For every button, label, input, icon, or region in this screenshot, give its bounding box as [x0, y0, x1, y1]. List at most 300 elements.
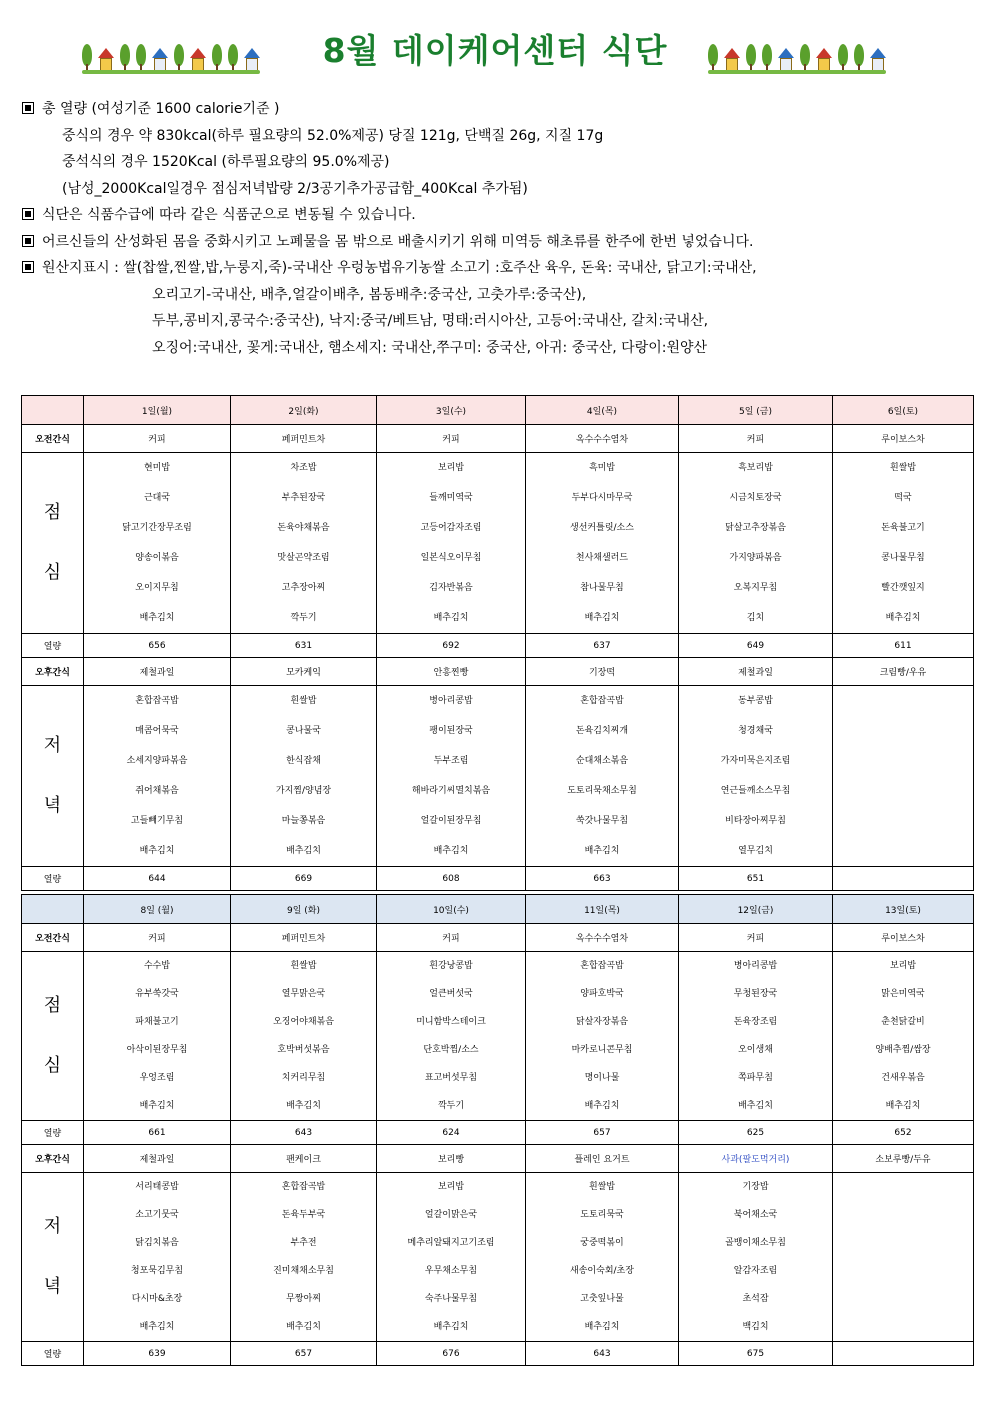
morning-snack-row	[22, 924, 974, 952]
calorie-value: 692	[377, 634, 526, 658]
note-text: 어르신들의 산성화된 몸을 중화시키고 노폐물을 몸 밖으로 배출시키기 위해 미역등 해초류를 한주에 한번 넣었습니다.	[42, 233, 754, 250]
day-header-row	[22, 895, 974, 924]
calorie-value: 649	[679, 634, 833, 658]
menu-item: 일본식오이무침	[420, 553, 482, 563]
menu-item: 순대채소볶음	[575, 756, 629, 766]
lunch-menu-cell	[526, 453, 679, 634]
menu-item: 도토리묵채소무침	[567, 786, 637, 796]
note-text: 총 열량 (여성기준 1600 calorie기준 )	[42, 101, 280, 117]
menu-item: 단호박찜/소스	[423, 1045, 479, 1055]
note-line	[22, 96, 972, 123]
tree-icon	[762, 44, 772, 72]
menu-item: 배추김치	[286, 1101, 321, 1111]
lunch-menu-cell	[833, 952, 974, 1121]
calorie-label: 열량	[22, 634, 84, 658]
menu-item	[833, 1173, 973, 1201]
afternoon-snack-cell: 기장떡	[526, 658, 679, 686]
menu-item: 고등어감자조림	[420, 523, 482, 533]
menu-item: 혼합잡곡밥	[281, 1182, 326, 1192]
house-icon	[778, 48, 794, 72]
menu-item: 배추김치	[433, 846, 469, 856]
calorie-value: 657	[526, 1121, 679, 1145]
lunch-calorie-row	[22, 1121, 974, 1145]
morning-snack-cell: 커피	[377, 924, 526, 952]
menu-item: 배추김치	[584, 1101, 620, 1111]
menu-item: 쥐어채볶음	[135, 786, 179, 796]
menu-item: 건새우볶음	[881, 1073, 925, 1083]
lunch-label-char: 심	[43, 562, 62, 583]
menu-item: 혼합잡곡밥	[580, 961, 624, 971]
afternoon-snack-label: 오후간식	[22, 658, 84, 686]
menu-item: 배추김치	[139, 846, 175, 856]
lunch-label-char: 점	[43, 995, 62, 1016]
menu-item: 수수밥	[143, 961, 171, 971]
lunch-label-char: 점	[43, 502, 62, 523]
menu-item: 메추리알돼지고기조림	[407, 1238, 495, 1248]
menu-item: 팽이된장국	[429, 726, 473, 736]
checkbox-bullet-icon	[22, 208, 34, 220]
calorie-value: 643	[231, 1121, 377, 1145]
calorie-value: 676	[377, 1342, 526, 1366]
lunch-label-char: 심	[43, 1055, 62, 1076]
calorie-value: 669	[231, 867, 377, 891]
menu-item: 배추김치	[885, 613, 921, 623]
menu-item: 알감자조림	[733, 1266, 778, 1276]
menu-item: 초석잠	[742, 1294, 769, 1304]
afternoon-snack-cell: 모카케익	[231, 658, 377, 686]
menu-table-week1	[21, 395, 974, 891]
menu-item: 참나물무침	[580, 583, 624, 593]
menu-item: 열무김치	[738, 846, 773, 856]
menu-item: 흑미밥	[588, 463, 616, 473]
calorie-value: 675	[679, 1342, 833, 1366]
menu-item: 생선커틀릿/소스	[570, 523, 634, 533]
house-icon	[152, 48, 168, 72]
menu-item: 배추김치	[139, 1322, 175, 1332]
menu-item: 치커리무침	[281, 1073, 326, 1083]
menu-item: 콩나물국	[286, 726, 321, 736]
tree-icon	[838, 44, 848, 72]
menu-item: 배추김치	[433, 1322, 469, 1332]
menu-item: 새송이숙회/초장	[570, 1266, 634, 1276]
menu-item: 궁중떡볶이	[580, 1238, 624, 1248]
info-notes	[22, 96, 972, 361]
house-icon	[816, 48, 832, 72]
menu-item: 양배추찜/쌈장	[875, 1045, 931, 1055]
calorie-value	[833, 867, 974, 891]
menu-item: 돈육불고기	[881, 523, 925, 533]
menu-item: 빨간깻잎지	[881, 583, 925, 593]
afternoon-snack-cell: 안흥찐빵	[377, 658, 526, 686]
menu-item: 배추김치	[885, 1101, 921, 1111]
lunch-menu-cell	[526, 952, 679, 1121]
menu-item: 무청된장국	[733, 989, 778, 999]
menu-item	[833, 746, 973, 776]
afternoon-snack-cell: 크림빵/우유	[833, 658, 974, 686]
menu-item: 닭살자장볶음	[575, 1017, 629, 1027]
day-header: 1일(월)	[84, 396, 231, 425]
checkbox-bullet-icon	[22, 102, 34, 114]
menu-item: 김자반볶음	[429, 583, 473, 593]
menu-item: 무짱아찌	[286, 1294, 321, 1304]
dinner-menu-cell	[231, 1173, 377, 1342]
menu-item: 김치	[746, 613, 765, 623]
calorie-label: 열량	[22, 1342, 84, 1366]
house-icon	[98, 48, 114, 72]
menu-item: 배추김치	[139, 613, 175, 623]
menu-item: 쪽파무침	[738, 1073, 773, 1083]
menu-item: 닭살고추장볶음	[725, 523, 786, 533]
note-line	[22, 255, 972, 282]
menu-item: 보리밥	[437, 1182, 465, 1192]
note-text: 원산지표시 : 쌀(찹쌀,찐쌀,밥,누룽지,죽)-국내산 우렁농법유기농쌀 소고기 :호주산 육우, 돈육: 국내산, 닭고기:국내산,	[42, 260, 757, 276]
note-text: 중식의 경우 약 830kcal(하루 필요량의 52.0%제공) 당질 121g, 단백질 26g, 지질 17g	[62, 127, 604, 144]
checkbox-bullet-icon	[22, 235, 34, 247]
menu-item: 혼합잡곡밥	[135, 696, 179, 706]
afternoon-snack-cell: 플레인 요거트	[526, 1145, 679, 1173]
house-icon	[724, 48, 740, 72]
tree-icon	[800, 44, 810, 72]
menu-item: 두부조림	[433, 756, 469, 766]
tree-icon	[854, 44, 864, 72]
dinner-row	[22, 1173, 974, 1342]
dinner-menu-cell	[833, 1173, 974, 1342]
checkbox-bullet-icon	[22, 261, 34, 273]
menu-item: 닭고기간장무조림	[122, 523, 192, 533]
menu-item: 청포묵김무침	[130, 1266, 184, 1276]
menu-item: 해바라기씨멸치볶음	[411, 786, 491, 796]
menu-item: 깍두기	[290, 613, 317, 623]
menu-item: 돈육두부국	[281, 1210, 326, 1220]
calorie-value: 608	[377, 867, 526, 891]
menu-item: 우무채소무침	[424, 1266, 478, 1276]
lunch-menu-cell	[84, 952, 231, 1121]
village-decoration-right	[708, 36, 886, 72]
morning-snack-cell: 커피	[679, 924, 833, 952]
note-text: 오리고기-국내산, 배추,얼갈이배추, 봄동배추:중국산, 고춧가루:중국산),	[152, 286, 587, 303]
tree-icon	[708, 44, 718, 72]
village-decoration-left	[82, 36, 260, 72]
afternoon-snack-cell: 제철과일	[84, 1145, 231, 1173]
afternoon-snack-cell: 소보루빵/두유	[833, 1145, 974, 1173]
page-title: 8월 데이케어센터 식단	[322, 31, 668, 70]
day-header: 13일(토)	[833, 895, 974, 924]
dinner-menu-cell	[526, 686, 679, 867]
calorie-value	[833, 1342, 974, 1366]
menu-item: 가지찜/양념장	[275, 786, 332, 796]
menu-item: 다시마&초장	[131, 1294, 183, 1304]
menu-item: 근대국	[143, 493, 171, 503]
morning-snack-cell: 옥수수수염차	[526, 425, 679, 453]
menu-item: 맑은미역국	[881, 989, 925, 999]
day-header: 9일 (화)	[231, 895, 377, 924]
calorie-label: 열량	[22, 867, 84, 891]
menu-item: 고들빼기무침	[130, 816, 184, 826]
note-line	[22, 308, 972, 335]
lunch-menu-cell	[679, 453, 833, 634]
menu-item: 소세지양파볶음	[126, 756, 188, 766]
day-header-row	[22, 396, 974, 425]
lunch-menu-cell	[84, 453, 231, 634]
calorie-value: 637	[526, 634, 679, 658]
afternoon-snack-cell: 팬케이크	[231, 1145, 377, 1173]
day-header: 8일 (월)	[84, 895, 231, 924]
menu-item: 차조밥	[290, 463, 317, 473]
afternoon-snack-cell: 제철과일	[679, 658, 833, 686]
day-header: 6일(토)	[833, 396, 974, 425]
day-header: 3일(수)	[377, 396, 526, 425]
house-icon	[244, 48, 260, 72]
morning-snack-cell: 커피	[679, 425, 833, 453]
menu-item: 흑보리밥	[738, 463, 773, 473]
afternoon-snack-cell: 보리빵	[377, 1145, 526, 1173]
note-line	[22, 176, 972, 203]
dinner-calorie-row	[22, 867, 974, 891]
menu-item: 동부콩밥	[738, 696, 773, 706]
menu-item: 명이나물	[584, 1073, 620, 1083]
afternoon-snack-cell: 사과(팔도먹거리)	[679, 1145, 833, 1173]
corner-cell	[22, 396, 84, 425]
day-header: 2일(화)	[231, 396, 377, 425]
menu-item: 흰쌀밥	[290, 696, 317, 706]
menu-item: 얼큰버섯국	[429, 989, 473, 999]
day-header: 4일(목)	[526, 396, 679, 425]
menu-item: 가자미묵은지조림	[720, 756, 791, 766]
dinner-menu-cell	[833, 686, 974, 867]
menu-item: 진미채채소무침	[273, 1266, 334, 1276]
dinner-menu-cell	[679, 1173, 833, 1342]
morning-snack-cell: 페퍼민트차	[231, 425, 377, 453]
dinner-label	[22, 686, 84, 867]
dinner-label	[22, 1173, 84, 1342]
lunch-menu-cell	[231, 453, 377, 634]
day-header: 12일(금)	[679, 895, 833, 924]
menu-item: 가지양파볶음	[729, 553, 782, 563]
menu-item: 부추된장국	[281, 493, 326, 503]
note-line	[22, 282, 972, 309]
menu-item: 배추김치	[584, 846, 620, 856]
menu-item: 배추김치	[584, 1322, 620, 1332]
menu-item: 쑥갓나물무침	[575, 816, 629, 826]
menu-item: 병아리콩밥	[429, 696, 473, 706]
menu-item: 얼갈이된장무침	[420, 816, 482, 826]
tree-icon	[228, 44, 238, 72]
dinner-label-char: 녁	[43, 1276, 62, 1297]
menu-item: 우엉조림	[139, 1073, 175, 1083]
menu-item: 백김치	[742, 1322, 769, 1332]
menu-item: 비타장아찌무침	[725, 816, 786, 826]
tree-icon	[174, 44, 184, 72]
morning-snack-cell: 커피	[377, 425, 526, 453]
calorie-value: 657	[231, 1342, 377, 1366]
menu-item: 미니함박스테이크	[416, 1017, 486, 1027]
menu-item: 아삭이된장무침	[126, 1045, 188, 1055]
tree-icon	[746, 44, 756, 72]
house-icon	[190, 48, 206, 72]
menu-item: 소고기뭇국	[135, 1210, 179, 1220]
calorie-value: 651	[679, 867, 833, 891]
menu-item: 마카로니콘무침	[571, 1045, 633, 1055]
morning-snack-cell: 옥수수수염차	[526, 924, 679, 952]
menu-item: 돈육김치찌개	[575, 726, 629, 736]
morning-snack-cell: 페퍼민트차	[231, 924, 377, 952]
menu-item: 보리밥	[889, 961, 917, 971]
calorie-value: 661	[84, 1121, 231, 1145]
menu-item	[833, 1201, 973, 1229]
menu-item: 오징어야채볶음	[273, 1017, 334, 1027]
note-line	[22, 202, 972, 229]
lunch-menu-cell	[377, 453, 526, 634]
morning-snack-cell: 루이보스차	[833, 924, 974, 952]
menu-item: 도토리묵국	[580, 1210, 624, 1220]
dinner-label-char: 저	[43, 1216, 62, 1237]
menu-item: 호박버섯볶음	[277, 1045, 330, 1055]
dinner-menu-cell	[231, 686, 377, 867]
dinner-calorie-row	[22, 1342, 974, 1366]
day-header: 11일(목)	[526, 895, 679, 924]
note-text: 두부,콩비지,콩국수:중국산), 낙지:중국/베트남, 명태:러시아산, 고등어:국내산, 갈치:국내산,	[152, 313, 709, 329]
menu-item: 오이지무침	[135, 583, 179, 593]
menu-item	[833, 836, 973, 866]
menu-item: 천사채샐러드	[575, 553, 629, 563]
menu-item	[833, 716, 973, 746]
calorie-value: 611	[833, 634, 974, 658]
lunch-menu-cell	[377, 952, 526, 1121]
dinner-menu-cell	[377, 1173, 526, 1342]
menu-item: 양파호박국	[580, 989, 624, 999]
calorie-value: 639	[84, 1342, 231, 1366]
calorie-value: 652	[833, 1121, 974, 1145]
house-icon	[870, 48, 886, 72]
dinner-menu-cell	[526, 1173, 679, 1342]
dinner-menu-cell	[679, 686, 833, 867]
menu-item: 춘천닭갈비	[881, 1017, 925, 1027]
tree-icon	[82, 44, 92, 72]
calorie-value: 624	[377, 1121, 526, 1145]
menu-table-week2	[21, 894, 974, 1366]
calorie-value: 625	[679, 1121, 833, 1145]
menu-item: 마늘쫑볶음	[281, 816, 326, 826]
note-line	[22, 149, 972, 176]
menu-item	[833, 1313, 973, 1341]
menu-item: 고추장아찌	[281, 583, 326, 593]
menu-item: 오복지무침	[733, 583, 778, 593]
menu-item: 열무맑은국	[281, 989, 326, 999]
menu-item	[833, 1229, 973, 1257]
calorie-value: 631	[231, 634, 377, 658]
menu-item: 골뱅이채소무침	[725, 1238, 786, 1248]
menu-item: 병아리콩밥	[733, 961, 778, 971]
menu-item: 떡국	[894, 493, 912, 503]
note-line	[22, 123, 972, 150]
morning-snack-cell: 커피	[84, 924, 231, 952]
menu-item	[833, 686, 973, 716]
dinner-label-char: 저	[43, 735, 62, 756]
lunch-label	[22, 952, 84, 1121]
menu-item	[833, 1285, 973, 1313]
menu-item: 흰쌀밥	[290, 961, 317, 971]
tree-icon	[212, 44, 222, 72]
menu-item	[833, 806, 973, 836]
corner-cell	[22, 895, 84, 924]
menu-item: 기장밥	[742, 1182, 769, 1192]
menu-item: 고춧잎나물	[580, 1294, 624, 1304]
menu-item: 시금치토장국	[729, 493, 782, 503]
menu-item: 콩나물무침	[881, 553, 925, 563]
lunch-calorie-row	[22, 634, 974, 658]
lunch-row	[22, 952, 974, 1121]
menu-item: 한식잡채	[286, 756, 321, 766]
menu-item: 매콤어묵국	[135, 726, 179, 736]
afternoon-snack-row	[22, 1145, 974, 1173]
menu-item: 흰쌀밥	[889, 463, 917, 473]
menu-item	[833, 1257, 973, 1285]
menu-item: 맛살곤약조림	[277, 553, 330, 563]
note-text: 식단은 식품수급에 따라 같은 식품군으로 변동될 수 있습니다.	[42, 207, 416, 223]
menu-item: 배추김치	[139, 1101, 175, 1111]
menu-item: 청경채국	[738, 726, 773, 736]
morning-snack-row	[22, 425, 974, 453]
note-line	[22, 229, 972, 256]
note-line	[22, 335, 972, 362]
lunch-menu-cell	[833, 453, 974, 634]
morning-snack-cell: 커피	[84, 425, 231, 453]
title-area	[0, 28, 992, 78]
menu-item: 파채불고기	[135, 1017, 179, 1027]
menu-item: 얼갈이맑은국	[424, 1210, 478, 1220]
lunch-menu-cell	[679, 952, 833, 1121]
note-text: (남성_2000Kcal일경우 점심저녁밥량 2/3공기추가공급함_400Kcal 추가됨)	[62, 180, 528, 197]
morning-snack-label: 오전간식	[22, 425, 84, 453]
dinner-menu-cell	[84, 1173, 231, 1342]
menu-item: 깍두기	[437, 1101, 465, 1111]
menu-item: 오이생채	[738, 1045, 773, 1055]
menu-item: 부추전	[290, 1238, 317, 1248]
tree-icon	[136, 44, 146, 72]
dinner-menu-cell	[84, 686, 231, 867]
menu-item: 닭김치볶음	[135, 1238, 179, 1248]
morning-snack-label: 오전간식	[22, 924, 84, 952]
morning-snack-cell: 루이보스차	[833, 425, 974, 453]
day-header: 10일(수)	[377, 895, 526, 924]
menu-item: 혼합잡곡밥	[580, 696, 624, 706]
lunch-row	[22, 453, 974, 634]
menu-item	[833, 776, 973, 806]
afternoon-snack-cell: 제철과일	[84, 658, 231, 686]
note-text: 오징어:국내산, 꽃게:국내산, 햄소세지: 국내산,쭈구미: 중국산, 아귀: 중국산, 다랑이:원양산	[152, 339, 708, 356]
note-text: 중석식의 경우 1520Kcal (하루필요량의 95.0%제공)	[62, 154, 390, 170]
menu-item: 유부쑥갓국	[135, 989, 179, 999]
menu-item: 보리밥	[437, 463, 465, 473]
menu-item: 배추김치	[738, 1101, 773, 1111]
menu-item: 두부다시마무국	[571, 493, 633, 503]
lunch-label	[22, 453, 84, 634]
menu-item: 배추김치	[584, 613, 620, 623]
menu-item: 들깨미역국	[429, 493, 473, 503]
menu-item: 현미밥	[143, 463, 171, 473]
menu-item: 돈육야채볶음	[277, 523, 330, 533]
menu-item: 연근들깨소스무침	[720, 786, 791, 796]
afternoon-snack-label: 오후간식	[22, 1145, 84, 1173]
calorie-value: 656	[84, 634, 231, 658]
menu-item: 북어채소국	[733, 1210, 778, 1220]
afternoon-snack-row	[22, 658, 974, 686]
calorie-label: 열량	[22, 1121, 84, 1145]
menu-item: 배추김치	[433, 613, 469, 623]
menu-item: 배추김치	[286, 846, 321, 856]
dinner-row	[22, 686, 974, 867]
menu-item: 숙주나물무침	[424, 1294, 478, 1304]
